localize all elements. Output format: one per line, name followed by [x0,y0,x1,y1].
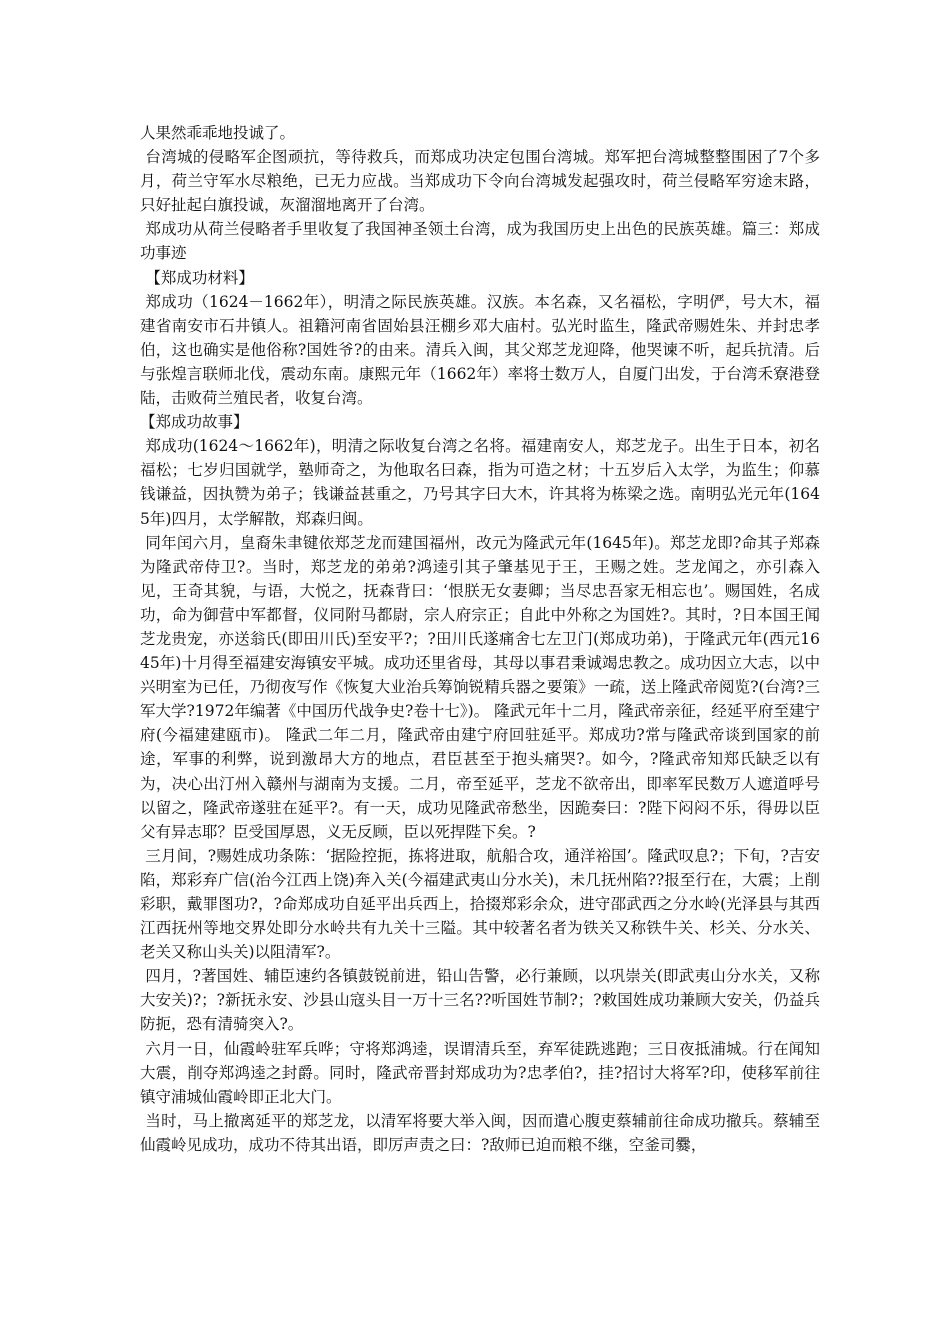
paragraph-1: 人果然乖乖地投诚了。 [140,124,296,142]
paragraph-2: 台湾城的侵略军企图顽抗，等待救兵，而郑成功决定包围台湾城。郑军把台湾城整整围困了7个多月，荷兰守军水尽粮绝，已无力应战。当郑成功下令向台湾城发起强攻时，荷兰侵略军穷途末路，只好扯起白旗投诚，灰溜溜地离开了台湾。 [140,148,820,215]
paragraph-12: 当时，马上撤离延平的郑芝龙，以清军将要大举入闽，因而遣心腹吏蔡辅前往命成功撤兵。蔡辅至仙霞岭见成功，成功不待其出语，即厉声责之曰：?敌师已迫而粮不继，空釜司爨， [140,1111,820,1154]
paragraph-8: 同年闰六月，皇裔朱聿键依郑芝龙而建国福州，改元为隆武元年(1645年)。郑芝龙即?命其子郑森为隆武帝侍卫?。当时，郑芝龙的弟弟?鸿逵引其子肇基见于王，王赐之姓。芝龙闻之，亦引森入见，王奇其貌，与语，大悦之，抚森背曰：‘恨朕无女妻卿；当尽忠吾家无相忘也’。赐国姓，名成功，命为御营中军都督，仪同附马都尉，宗人府宗正；自此中外称之为国姓?。其时，?日本国王闻芝龙贵宠，亦送翁氏(即田川氏)至安平?；?田川氏遂痛舍七左卫门(郑成功弟)，于隆武元年(西元1645年)十月得至福建安海镇安平城。成功还里省母，其母以事君秉诚竭忠教之。成功因立大志，以中兴明室为已任，乃彻夜写作《恢复大业治兵筹饷锐精兵器之要策》一疏，送上隆武帝阅览?(台湾?三军大学?1972年编著《中国历代战争史?卷十七》)。 隆武元年十二月，隆武帝亲征，经延平府至建宁府(今福建建瓯市)。 隆武二年二月，隆武帝由建宁府回驻延平。郑成功?常与隆武帝谈到国家的前途，军事的利弊，说到激昂大方的地点，君臣甚至于抱头痛哭?。如今，?隆武帝知郑氏缺乏以有为，决心出汀州入赣州与湖南为支援。二月，帝至延平，芝龙不欲帝出，即率军民数万人遮道呼号以留之，隆武帝遂驻在延平?。有一天，成功见隆武帝愁坐，因跪奏曰：?陛下闷闷不乐，得毋以臣父有异志耶？臣受国厚恩，义无反顾，臣以死捍陛下矣。? [140,533,820,841]
paragraph-7: 郑成功(1624～1662年)，明清之际收复台湾之名将。福建南安人，郑芝龙子。出生于日本，初名福松；七岁归国就学，塾师奇之，为他取名曰森，指为可造之材；十五岁后入太学，为监生；仰慕钱谦益，因执赞为弟子；钱谦益甚重之，乃号其字曰大木，许其将为栋梁之选。南明弘光元年(1645年)四月，太学解散，郑森归闽。 [140,437,820,528]
paragraph-5: 郑成功（1624－1662年），明清之际民族英雄。汉族。本名森，又名福松，字明俨，号大木，福建省南安市石井镇人。祖籍河南省固始县汪棚乡邓大庙村。弘光时监生，隆武帝赐姓朱、并封忠孝伯，这也确实是他俗称?国姓爷?的由来。清兵入闽，其父郑芝龙迎降，他哭谏不听，起兵抗清。后与张煌言联师北伐，震动东南。康熙元年（1662年）率将士数万人，自厦门出发，于台湾禾寮港登陆，击败荷兰殖民者，收复台湾。 [140,292,820,408]
section-heading-materials: 【郑成功材料】 [145,268,254,287]
paragraph-11: 六月一日，仙霞岭驻军兵哗；守将郑鸿逵，误谓清兵至，弃军徒跣逃跑；三日夜抵浦城。行在闻知大震，削夺郑鸿逵之封爵。同时，隆武帝晋封郑成功为?忠孝伯?，挂?招讨大将军?印，使移军前往镇守浦城仙霞岭即正北大门。 [140,1039,820,1106]
paragraph-10: 四月，?著国姓、辅臣速约各镇鼓锐前进，铅山告警，必行兼顾，以巩崇关(即武夷山分水关，又称大安关)?；?新抚永安、沙县山寇头目一万十三名??听国姓节制?；?敕国姓成功兼顾大安关，仍益兵防扼，恐有清骑突入?。 [140,967,820,1034]
paragraph-9: 三月间，?赐姓成功条陈：‘据险控扼，拣将进取，航船合攻，通洋裕国’。隆武叹息?；下旬，?吉安陷，郑彩弃广信(治今江西上饶)奔入关(今福建武夷山分水关)，未几抚州陷??报至行在，大震；上削彩职，戴罪图功?，?命郑成功自延平出兵西上，拾掇郑彩余众，进守邵武西之分水岭(光泽县与其西江西抚州等地交界处即分水岭共有九关十三隘。其中较著名者为铁关又称铁牛关、杉关、分水关、老关又称山头关)以阻清军?。 [140,846,820,962]
document-page [140,121,820,1157]
paragraph-3: 郑成功从荷兰侵略者手里收复了我国神圣领土台湾，成为我国历史上出色的民族英雄。篇三：郑成功事迹 [140,220,820,263]
section-heading-story: 【郑成功故事】 [140,413,249,432]
